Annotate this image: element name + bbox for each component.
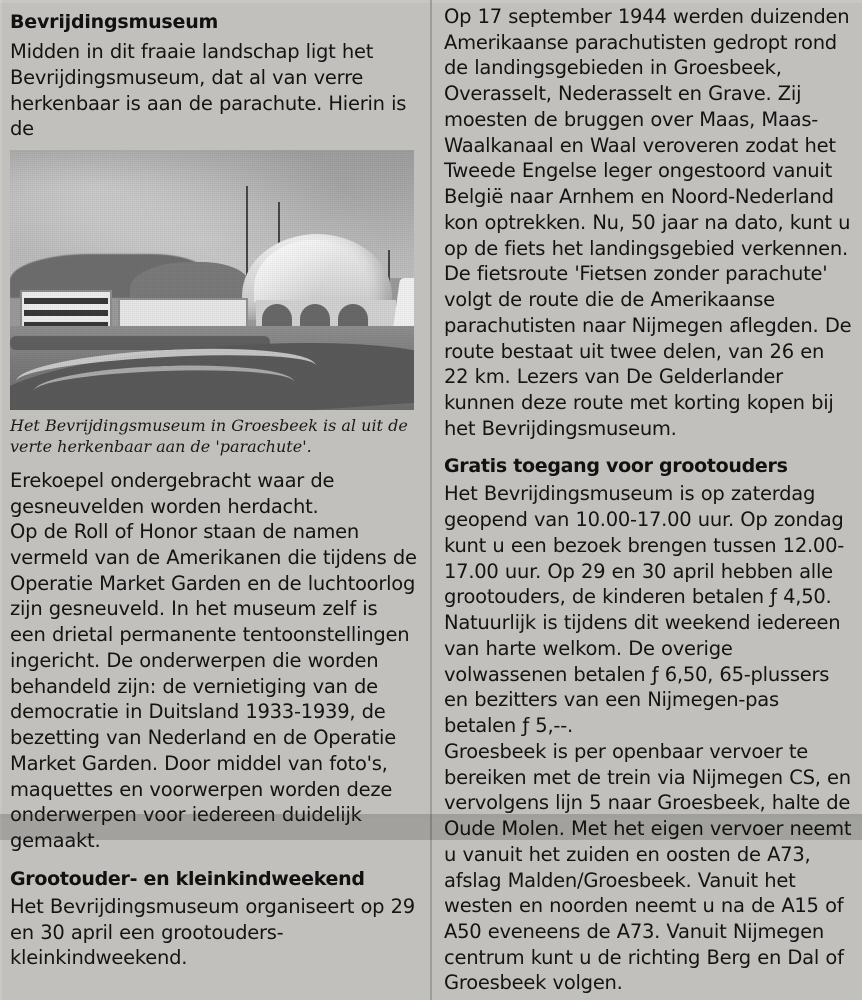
article-heading: Bevrijdingsmuseum bbox=[10, 11, 219, 33]
left-intro-paragraph: Midden in dit fraaie landschap ligt het Bevrijdingsmuseum, dat al van verre herkenbaar is aan de parachute. Hierin is de bbox=[10, 40, 407, 141]
left-body-paragraph-1: Erekoepel ondergebracht waar de gesneuvelden worden herdacht. bbox=[10, 468, 335, 518]
right-body-paragraph-1: Op 17 september 1944 werden duizenden Amerikaanse parachutisten gedropt rond de landingsgebieden in Groesbeek, Overasselt, Nederasselt en Grave. Zij moesten de bruggen over Maas, Maas- Waalkanaal en Waal veroveren zodat het Tweede Engelse leger ongestoord vanuit België naar Arnhem en Noord-Nederland kon optrekken. Nu, 50 jaar na dato, kunt u op de fiets het landingsgebied verkennen. De fietsroute 'Fietsen zonder parachute' volgt de route die de Amerikaanse parachutisten naar Nijmegen aflegden. De route bestaat uit twee delen, van 26 en 22 km. Lezers van De Gelderlander kunnen deze route met korting kopen bij het Bevrijdingsmuseum. bbox=[444, 5, 852, 440]
museum-photo bbox=[10, 150, 414, 410]
right-body-paragraph-3: Groesbeek is per openbaar vervoer te bereiken met de trein via Nijmegen CS, en vervolgens lijn 5 naar Groesbeek, halte de Oude Molen. Met het eigen vervoer neemt u vanuit het zuiden en oosten de A73, afslag Malden/Groesbeek. Vanuit het westen en noorden neemt u na de A15 of A50 eveneens de A73. Vanuit Nijmegen centrum kunt u de richting Berg en Dal of Groesbeek volgen. bbox=[444, 739, 852, 995]
left-column bbox=[0, 0, 434, 971]
left-body-paragraph-3: Het Bevrijdingsmuseum organiseert op 29 en 30 april een grootouders-kleinkindweekend. bbox=[10, 894, 415, 970]
left-body-paragraph-2: Op de Roll of Honor staan de namen vermeld van de Amerikanen die tijdens de Operatie Market Garden en de luchtoorlog zijn gesneuveld. In het museum zelf is een drietal permanente tentoonstellingen ingericht. De onderwerpen die worden behandeld zijn: de vernietiging van de democratie in Duitsland 1933-1939, de bezetting van Nederland en de Operatie Market Garden. Door middel van foto's, maquettes en voorwerpen worden deze onderwerpen voor iedereen duidelijk gemaakt. bbox=[10, 520, 417, 853]
photo-caption: Het Bevrijdingsmuseum in Groesbeek is al uit de verte herkenbaar aan de 'parachute'. bbox=[10, 416, 408, 456]
photo-halftone-grain bbox=[10, 150, 414, 410]
right-column bbox=[434, 0, 862, 996]
right-subheading: Gratis toegang voor grootouders bbox=[444, 455, 788, 478]
left-subheading: Grootouder- en kleinkindweekend bbox=[10, 867, 365, 890]
right-body-paragraph-2: Het Bevrijdingsmuseum is op zaterdag geopend van 10.00-17.00 uur. Op zondag kunt u een bezoek brengen tussen 12.00-17.00 uur. Op 29 en 30 april hebben alle grootouders, de kinderen betalen ƒ 4,50. Natuurlijk is tijdens dit weekend iedereen van harte welkom. De overige volwassenen betalen ƒ 6,50, 65-plussers en bezitters van een Nijmegen-pas betalen ƒ 5,--. bbox=[444, 482, 845, 738]
